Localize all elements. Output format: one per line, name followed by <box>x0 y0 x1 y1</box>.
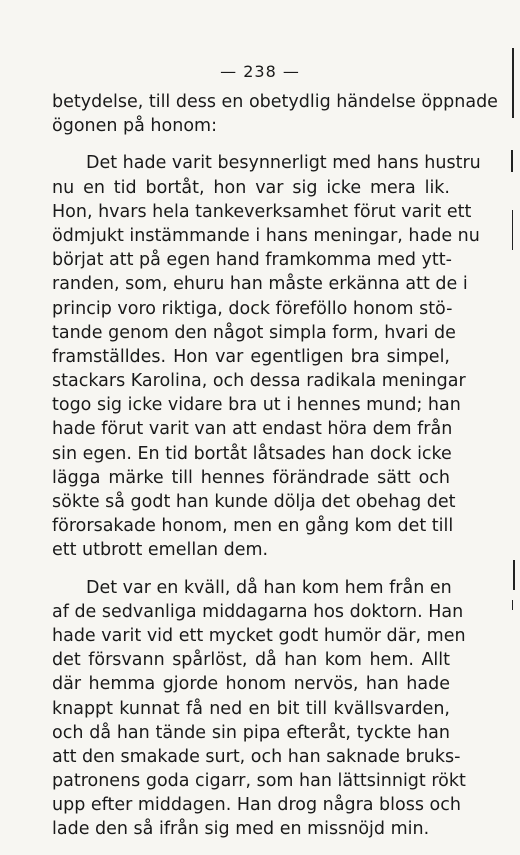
page-edge-mark <box>512 210 513 250</box>
text-line: Det hade varit besynnerligt med hans hustru <box>86 153 481 174</box>
text-line: det försvann spårlöst, då han kom hem. Allt <box>52 650 450 671</box>
text-line: patronens goda cigarr, som han lättsinnigt rökt <box>52 771 466 792</box>
text-line: lägga märke till hennes förändrade sätt och <box>52 467 450 488</box>
body-text <box>52 90 498 855</box>
text-line: och då han tände sin pipa efteråt, tyckte han <box>52 722 450 743</box>
text-line: af de sedvanliga middagarna hos doktorn. Han <box>52 601 464 622</box>
page-edge-mark <box>512 600 513 610</box>
text-line: nu en tid bortåt, hon var sig icke mera lik. <box>52 177 450 198</box>
page-number: — 238 — <box>220 62 300 81</box>
page-edge-mark <box>511 150 513 172</box>
text-line: knappt kunnat få ned en bit till kvällsvarden, <box>52 698 450 719</box>
text-line: betydelse, till dess en obetydlig händelse öppnade <box>52 92 498 112</box>
page-edge-mark <box>513 560 515 590</box>
text-line: ögonen på honom: <box>52 116 217 137</box>
text-line: där hemma gjorde honom nervös, han hade <box>52 674 450 695</box>
text-line: randen, som, ehuru han måste erkänna att de i <box>52 274 468 295</box>
text-line: sin egen. En tid bortåt låtsades han dock icke <box>52 443 452 464</box>
text-line: börjat att på egen hand framkomma med ytt- <box>52 250 452 271</box>
text-line: tande genom den något simpla form, hvari de <box>52 322 456 343</box>
text-line: att den smakade surt, och han saknade bruks- <box>52 746 461 767</box>
paragraph <box>52 151 481 562</box>
text-line: stackars Karolina, och dessa radikala meningar <box>52 371 466 392</box>
text-line: hade varit vid ett mycket godt humör där, men <box>52 625 466 646</box>
page-edge-mark <box>512 48 514 118</box>
text-line: princip voro riktiga, dock föreföllo honom stö- <box>52 298 453 319</box>
text-line: upp efter middagen. Han drog några bloss och <box>52 795 461 816</box>
text-line: togo sig icke vidare bra ut i hennes mund; han <box>52 395 461 416</box>
text-line: ett utbrott emellan dem. <box>52 540 269 561</box>
paragraph <box>52 576 466 842</box>
text-line: Hon, hvars hela tankeverksamhet förut varit ett <box>52 201 472 222</box>
text-line: förorsakade honom, men en gång kom det till <box>52 516 454 537</box>
text-line: Det var en kväll, då han kom hem från en <box>86 577 452 598</box>
text-line: hade förut varit van att endast höra dem från <box>52 419 453 440</box>
text-line: framställdes. Hon var egentligen bra simpel, <box>52 346 450 367</box>
text-line: lade den så ifrån sig med en missnöjd min. <box>52 819 430 840</box>
text-line: sökte så godt han kunde dölja det obehag det <box>52 492 456 512</box>
text-line: ödmjukt instämmande i hans meningar, hade nu <box>52 225 480 246</box>
paragraph <box>52 90 498 138</box>
